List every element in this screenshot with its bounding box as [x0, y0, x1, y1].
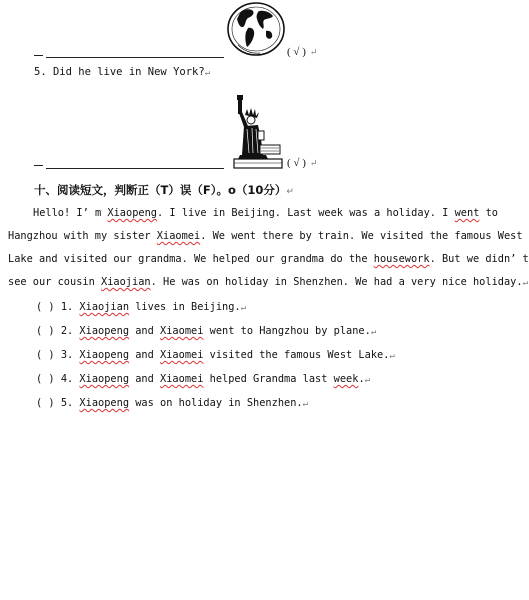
answer-blank[interactable]: ( )	[36, 349, 55, 361]
globe-icon	[226, 1, 286, 57]
answer-dash-5	[34, 165, 43, 166]
answer-blank[interactable]: ( )	[36, 373, 55, 385]
passage-line-4: see our cousin Xiaojian. He was on holiday in Shenzhen. We had a very nice holiday.↵	[8, 276, 528, 288]
answer-blank[interactable]: ( )	[36, 397, 55, 409]
list-item: ( ) 1. Xiaojian lives in Beijing.↵	[36, 301, 247, 313]
list-item: ( ) 4. Xiaopeng and Xiaomei helped Grandma last week.↵	[36, 373, 371, 385]
answer-mark-4: ( √ ) ↵	[287, 46, 318, 58]
true-false-list	[36, 296, 395, 416]
list-item: ( ) 2. Xiaopeng and Xiaomei went to Hangzhou by plane.↵	[36, 325, 377, 337]
answer-line-4[interactable]	[46, 57, 224, 58]
list-item: ( ) 3. Xiaopeng and Xiaomei visited the famous West Lake.↵	[36, 349, 395, 361]
answer-dash-4	[34, 55, 43, 56]
answer-blank[interactable]: ( )	[36, 325, 55, 337]
statue-of-liberty-icon	[230, 93, 286, 169]
answer-mark-5: ( √ ) ↵	[287, 157, 318, 169]
passage-line-3: Lake and visited our grandma. We helped our grandma do the housework. But we didn’ t	[8, 253, 529, 265]
answer-line-5[interactable]	[46, 168, 224, 169]
section-title: 十、阅读短文，判断正（T）误（F）。o（10分）↵	[34, 183, 294, 197]
passage-line-2: Hangzhou with my sister Xiaomei. We went there by train. We visited the famous West	[8, 230, 523, 242]
passage-line-1: Hello! I’ m Xiaopeng. I live in Beijing. Last week was a holiday. I went to	[33, 207, 499, 219]
list-item: ( ) 5. Xiaopeng was on holiday in Shenzhen.↵	[36, 397, 309, 409]
reading-passage	[8, 202, 529, 295]
answer-blank[interactable]: ( )	[36, 301, 55, 313]
question-5: 5. Did he live in New York?↵	[34, 66, 211, 78]
